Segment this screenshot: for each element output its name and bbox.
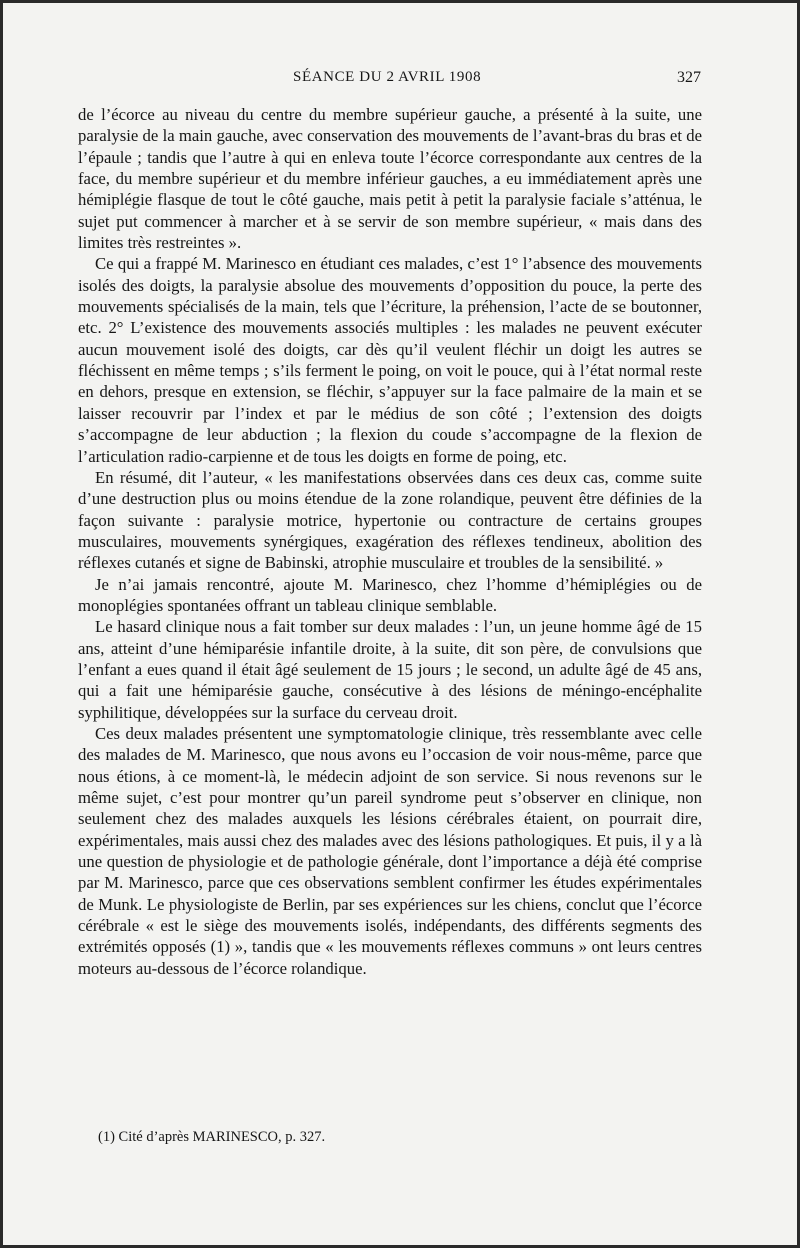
running-title: SÉANCE DU 2 AVRIL 1908 xyxy=(293,69,482,85)
paragraph-4: Je n’ai jamais rencontré, ajoute M. Marinesco, chez l’homme d’hémiplégies ou de monoplégies spontanées offrant un tableau clinique semblable. xyxy=(78,574,702,615)
paragraph-1: de l’écorce au niveau du centre du membre supérieur gauche, a présenté à la suite, une paralysie de la main gauche, avec conservation des mouvements de l’avant-bras du bras et de l’épaule ; tandis que l’autre à qui en enleva toute l’écorce correspondante aux centres de la face, du membre supérieur et du membre inférieur gauches, a eu immédiatement après une hémiplégie flasque de tout le côté gauche, mais petit à petit la paralysie faciale s’atténua, le sujet put commencer à marcher et à se servir de son membre supérieur, « mais dans des limites très restreintes ». xyxy=(78,105,702,253)
footnote: (1) Cité d’après MARINESCO, p. 327. xyxy=(98,1129,326,1145)
paragraph-6: Ces deux malades présentent une symptomatologie clinique, très ressemblante avec celle des malades de M. Marinesco, que nous avons eu l’occasion de voir nous-même, parce que nous étions, à ce moment-là, le médecin adjoint de son service. Si nous revenons sur le même sujet, c’est pour montrer qu’un pareil syndrome peut s’observer en clinique, non seulement chez des malades auxquels les lésions cérébrales étaient, on pourrait dire, expérimentales, mais aussi chez des malades avec des lésions pathologiques. Et puis, il y a là une question de physiologie et de pathologie générale, dont l’importance a déjà été comprise par M. Marinesco, parce que ces observations semblent confirmer les études expérimentales de Munk. Le physiologiste de Berlin, par ses expériences sur les chiens, conclut que l’écorce cérébrale « est le siège des mouvements isolés, indépendants, des différents segments des extrémités opposés (1) », tandis que « les mouvements réflexes communs » ont leurs centres moteurs au-dessous de l’écorce rolandique. xyxy=(78,723,702,978)
paragraph-3: En résumé, dit l’auteur, « les manifestations observées dans ces deux cas, comme suite d’une destruction plus ou moins étendue de la zone rolandique, peuvent être définies de la façon suivante : paralysie motrice, hypertonie ou contracture de certains groupes musculaires, mouvements synérgiques, exagération des réflexes tendineux, abolition des réflexes cutanés et signe de Babinski, atrophie musculaire et troubles de la sensibilité. » xyxy=(78,467,702,573)
body-text xyxy=(78,104,702,979)
page-number: 327 xyxy=(677,69,701,86)
paragraph-5: Le hasard clinique nous a fait tomber sur deux malades : l’un, un jeune homme âgé de 15 ans, atteint d’une hémiparésie infantile droite, à la suite, dit son père, de convulsions que l’enfant a eues quand il était âgé seulement de 15 jours ; le second, un adulte âgé de 45 ans, qui a fait une hémiparésie gauche, consécutive à des lésions de méningo-encéphalite syphilitique, développées sur la surface du cerveau droit. xyxy=(78,617,702,722)
paragraph-2: Ce qui a frappé M. Marinesco en étudiant ces malades, c’est 1° l’absence des mouvements isolés des doigts, la paralysie absolue des mouvements d’opposition du pouce, la perte des mouvements spécialisés de la main, tels que l’écriture, la préhension, l’acte de se boutonner, etc. 2° L’existence des mouvements associés multiples : les malades ne peuvent exécuter aucun mouvement isolé des doigts, car dès qu’il veulent fléchir un doigt les autres se fléchissent en même temps ; s’ils ferment le poing, on voit le pouce, qui à l’état normal reste en dehors, presque en extension, se fléchir, s’appuyer sur la face palmaire de la main et se laisser recouvrir par l’index et par le médius de son côté ; l’extension des doigts s’accompagne de leur abduction ; la flexion du coude s’accompagne de la flexion de l’articulation radio-carpienne et de tous les doigts en forme de poing, etc. xyxy=(78,254,702,466)
page-header xyxy=(83,69,701,95)
